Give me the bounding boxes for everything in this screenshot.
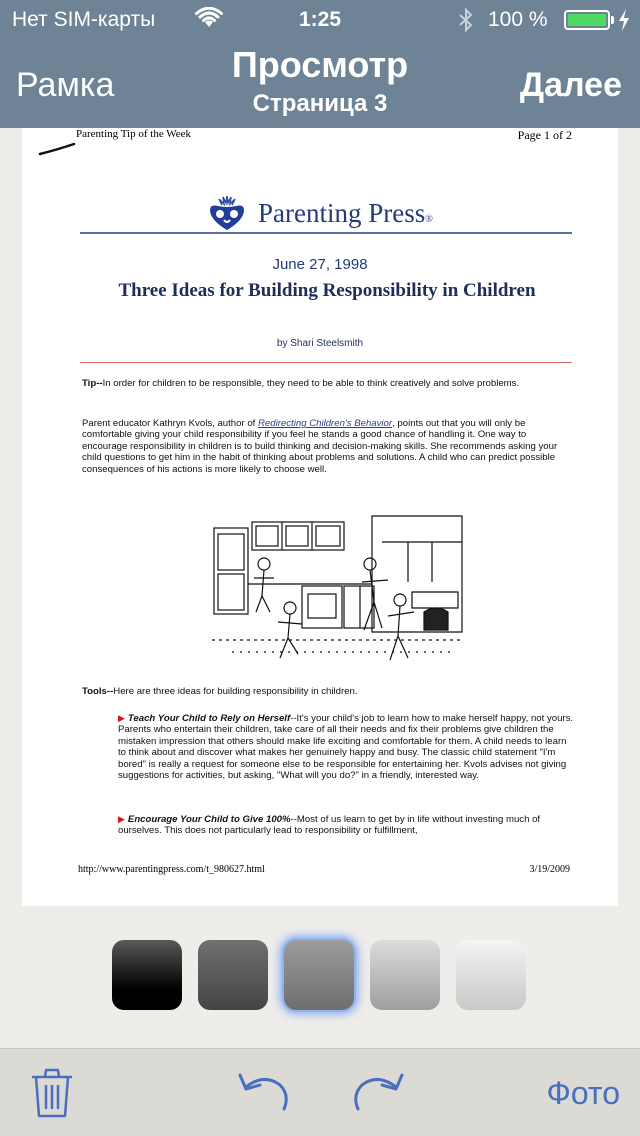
tools-label: Tools--: [82, 686, 114, 697]
bluetooth-icon: [456, 8, 476, 32]
filter-light-gray[interactable]: [370, 940, 440, 1010]
pen-mark: [38, 140, 78, 158]
tip-text: In order for children to be responsible, they need to be able to think creatively and solve problems.: [102, 378, 520, 389]
brand-registered-mark: ®: [425, 214, 433, 225]
filter-gray-selected[interactable]: [284, 940, 354, 1010]
undo-icon[interactable]: [236, 1071, 292, 1113]
tip-label: Tip--: [82, 378, 103, 389]
intro-start: Parent educator Kathryn Kvols, author of: [82, 418, 258, 429]
bullet-item: [118, 814, 574, 837]
carrier-label: Нет SIM-карты: [12, 8, 156, 31]
next-button[interactable]: Далее: [519, 66, 622, 104]
divider: [80, 232, 572, 234]
brand-name: [258, 198, 433, 229]
bullet-text: --Most of us learn to get by in life without investing much of ourselves. This does not particularly lead to responsibility or fulfillment,: [118, 814, 541, 837]
page-title: Просмотр: [231, 44, 409, 85]
tools-paragraph: [82, 686, 574, 697]
book-link: Redirecting Children's Behavior: [258, 418, 393, 429]
bottom-toolbar: [0, 1048, 640, 1136]
doc-title: Three Ideas for Building Responsibility in Children: [118, 280, 536, 301]
intro-rest: , points out that you will only be comfortable giving your child responsibility if you feel he stands a good chance of handling it. One way to encourage responsibility in children is to build thinking and decision-making skills. She recommends asking your child questions to get him in the habit of thinking about problems and solutions. A child who can predict possible consequences of his actions is more likely to choose well.: [82, 418, 558, 475]
tools-text: Here are three ideas for building responsibility in children.: [113, 686, 358, 697]
status-bar: [0, 0, 640, 40]
filter-white[interactable]: [456, 940, 526, 1010]
doc-footer-date: 3/19/2009: [529, 864, 570, 875]
battery-cap: [611, 16, 614, 24]
redo-icon[interactable]: [350, 1071, 406, 1113]
bullet-text: --It's your child's job to learn how to make herself happy, not yours. Parents who entertain their children, take care of all their needs and fix their problems give children the mistaken impression that others should make life exciting and comfortable for them. A child needs to learn to think about and discover what makes her genuinely happy and busy. The classic child statement "I'm bored" is really a request for someone else to be responsible for entertaining her. Kvols advises not giving suggestions for activities, but asking, "What will you do?" in a friendly, interested way.: [118, 713, 574, 782]
bullet-item: [118, 713, 574, 781]
bullet-heading: Encourage Your Child to Give 100%: [127, 814, 291, 825]
brand-name-text: Parenting Press: [258, 198, 426, 228]
parenting-press-logo-icon: [206, 194, 248, 232]
filter-black[interactable]: [112, 940, 182, 1010]
clock: 1:25: [298, 8, 342, 31]
photo-button[interactable]: Фото: [546, 1075, 620, 1111]
red-bullet-icon: ▶: [118, 713, 125, 723]
page-subtitle: Страница 3: [252, 90, 388, 117]
doc-footer-url: http://www.parentingpress.com/t_980627.html: [78, 864, 265, 875]
intro-paragraph: [82, 418, 574, 475]
document-preview[interactable]: [22, 128, 618, 906]
filter-dark-gray[interactable]: [198, 940, 268, 1010]
red-bullet-icon: ▶: [118, 814, 125, 824]
doc-date: June 27, 1998: [272, 256, 368, 273]
battery-icon: [564, 10, 610, 30]
kitchen-illustration: [212, 512, 464, 664]
frame-button[interactable]: Рамка: [16, 66, 115, 104]
doc-header-right: Page 1 of 2: [517, 128, 572, 142]
tip-paragraph: [82, 378, 574, 389]
doc-header-left: Parenting Tip of the Week: [76, 128, 192, 140]
doc-byline: by Shari Steelsmith: [276, 338, 364, 349]
divider: [80, 362, 572, 363]
bullet-heading: Teach Your Child to Rely on Herself: [127, 713, 291, 724]
top-bar: [0, 0, 640, 128]
trash-icon[interactable]: [30, 1067, 74, 1119]
charging-icon: [618, 9, 630, 31]
battery-percent: 100 %: [488, 8, 548, 31]
